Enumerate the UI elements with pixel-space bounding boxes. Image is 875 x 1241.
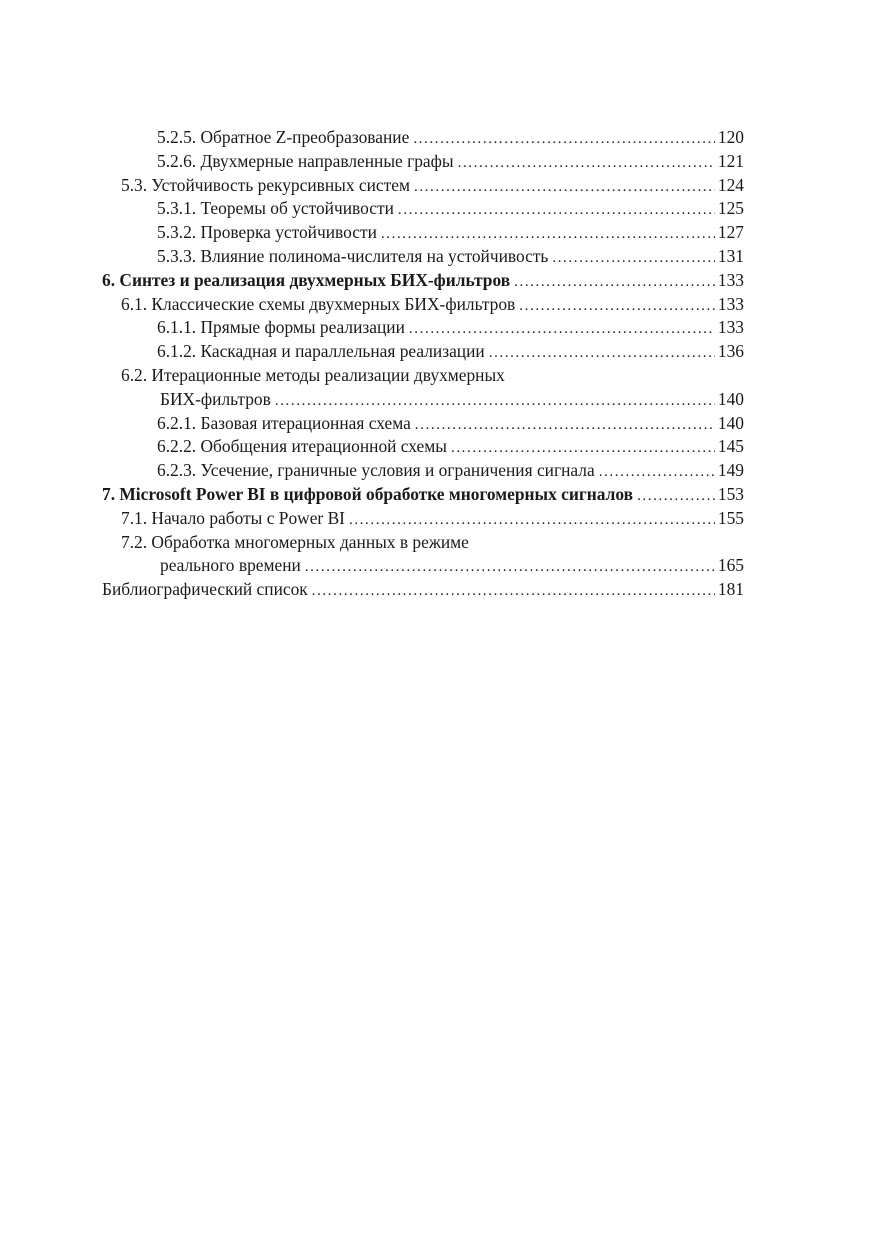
dot-leader <box>409 318 715 342</box>
toc-entry-title: 5.3.1. Теоремы об устойчивости <box>157 198 394 219</box>
toc-entry-7-1[interactable] <box>102 507 744 531</box>
toc-entry-page: 136 <box>717 341 744 362</box>
toc-entry-7-2-line1[interactable] <box>102 531 744 555</box>
dot-leader <box>381 223 715 247</box>
toc-entry-page: 165 <box>717 555 744 576</box>
toc-entry-page: 155 <box>717 507 744 528</box>
toc-entry-page: 124 <box>717 174 744 195</box>
toc-entry-title: 5.2.6. Двухмерные направленные графы <box>157 150 454 171</box>
dot-leader <box>349 509 715 533</box>
toc-entry-title: 6. Синтез и реализация двухмерных БИХ-фильтров <box>102 269 511 290</box>
dot-leader <box>275 390 715 414</box>
toc-entry-title: БИХ-фильтров <box>160 388 271 409</box>
toc-entry-title: Библиографический список <box>102 579 308 600</box>
toc-entry-6-2-line2[interactable] <box>102 388 744 412</box>
dot-leader <box>637 485 715 509</box>
dot-leader <box>415 414 715 438</box>
toc-entry-5-2-5[interactable] <box>102 126 744 150</box>
toc-entry-6-1-1[interactable] <box>102 316 744 340</box>
toc-entry-title: 5.3.3. Влияние полинома-числителя на устойчивость <box>157 245 549 266</box>
toc-entry-page: 149 <box>717 460 744 481</box>
toc-entry-5-3-1[interactable] <box>102 197 744 221</box>
toc-entry-page: 121 <box>717 150 744 171</box>
dot-leader <box>451 437 715 461</box>
toc-entry-bibliography[interactable] <box>102 578 744 602</box>
toc-entry-page: 133 <box>717 269 744 290</box>
dot-leader <box>489 342 715 366</box>
dot-leader <box>413 128 715 152</box>
dot-leader <box>514 271 715 295</box>
toc-entry-title: 7.1. Начало работы с Power BI <box>121 507 345 528</box>
toc-entry-chapter-7[interactable] <box>102 483 744 507</box>
toc-entry-page: 120 <box>717 127 744 147</box>
toc-entry-title: 5.2.5. Обратное Z-преобразование <box>157 127 410 147</box>
toc-entry-5-3-3[interactable] <box>102 245 744 269</box>
toc-entry-title: 7.2. Обработка многомерных данных в режиме <box>121 531 469 552</box>
toc-entry-title: 6.2. Итерационные методы реализации двухмерных <box>121 364 505 385</box>
toc-entry-page: 133 <box>717 293 744 314</box>
dot-leader <box>414 176 715 200</box>
table-of-contents <box>102 126 744 602</box>
toc-entry-title: реального времени <box>160 555 301 576</box>
toc-entry-6-2-1[interactable] <box>102 412 744 436</box>
dot-leader <box>519 295 715 319</box>
toc-entry-5-3-2[interactable] <box>102 221 744 245</box>
toc-entry-6-1-2[interactable] <box>102 340 744 364</box>
toc-entry-6-2-line1[interactable] <box>102 364 744 388</box>
toc-entry-page: 127 <box>717 222 744 243</box>
toc-entry-5-2-6[interactable] <box>102 150 744 174</box>
toc-entry-title: 6.2.2. Обобщения итерационной схемы <box>157 436 447 457</box>
toc-entry-title: 7. Microsoft Power BI в цифровой обработке многомерных сигналов <box>102 483 634 504</box>
toc-entry-6-2-2[interactable] <box>102 435 744 459</box>
dot-leader <box>458 152 715 176</box>
toc-entry-page: 140 <box>717 412 744 433</box>
toc-entry-page: 153 <box>717 483 744 504</box>
toc-entry-chapter-6[interactable] <box>102 269 744 293</box>
toc-entry-title: 5.3. Устойчивость рекурсивных систем <box>121 174 410 195</box>
toc-entry-title: 6.2.3. Усечение, граничные условия и ограничения сигнала <box>157 460 595 481</box>
toc-entry-title: 6.1. Классические схемы двухмерных БИХ-фильтров <box>121 293 516 314</box>
toc-entry-title: 6.1.1. Прямые формы реализации <box>157 317 405 338</box>
toc-entry-page: 131 <box>717 245 744 266</box>
dot-leader <box>312 580 715 604</box>
dot-leader <box>552 247 715 271</box>
toc-entry-page: 133 <box>717 317 744 338</box>
toc-entry-6-1[interactable] <box>102 293 744 317</box>
toc-entry-page: 181 <box>717 579 744 600</box>
dot-leader <box>398 199 715 223</box>
toc-entry-page: 140 <box>717 388 744 409</box>
toc-entry-page: 145 <box>717 436 744 457</box>
dot-leader <box>305 556 715 580</box>
toc-entry-5-3[interactable] <box>102 174 744 198</box>
dot-leader <box>599 461 715 485</box>
toc-entry-title: 6.2.1. Базовая итерационная схема <box>157 412 411 433</box>
toc-entry-title: 6.1.2. Каскадная и параллельная реализации <box>157 341 485 362</box>
toc-entry-page: 125 <box>717 198 744 219</box>
toc-entry-7-2-line2[interactable] <box>102 554 744 578</box>
toc-entry-6-2-3[interactable] <box>102 459 744 483</box>
toc-entry-title: 5.3.2. Проверка устойчивости <box>157 222 377 243</box>
